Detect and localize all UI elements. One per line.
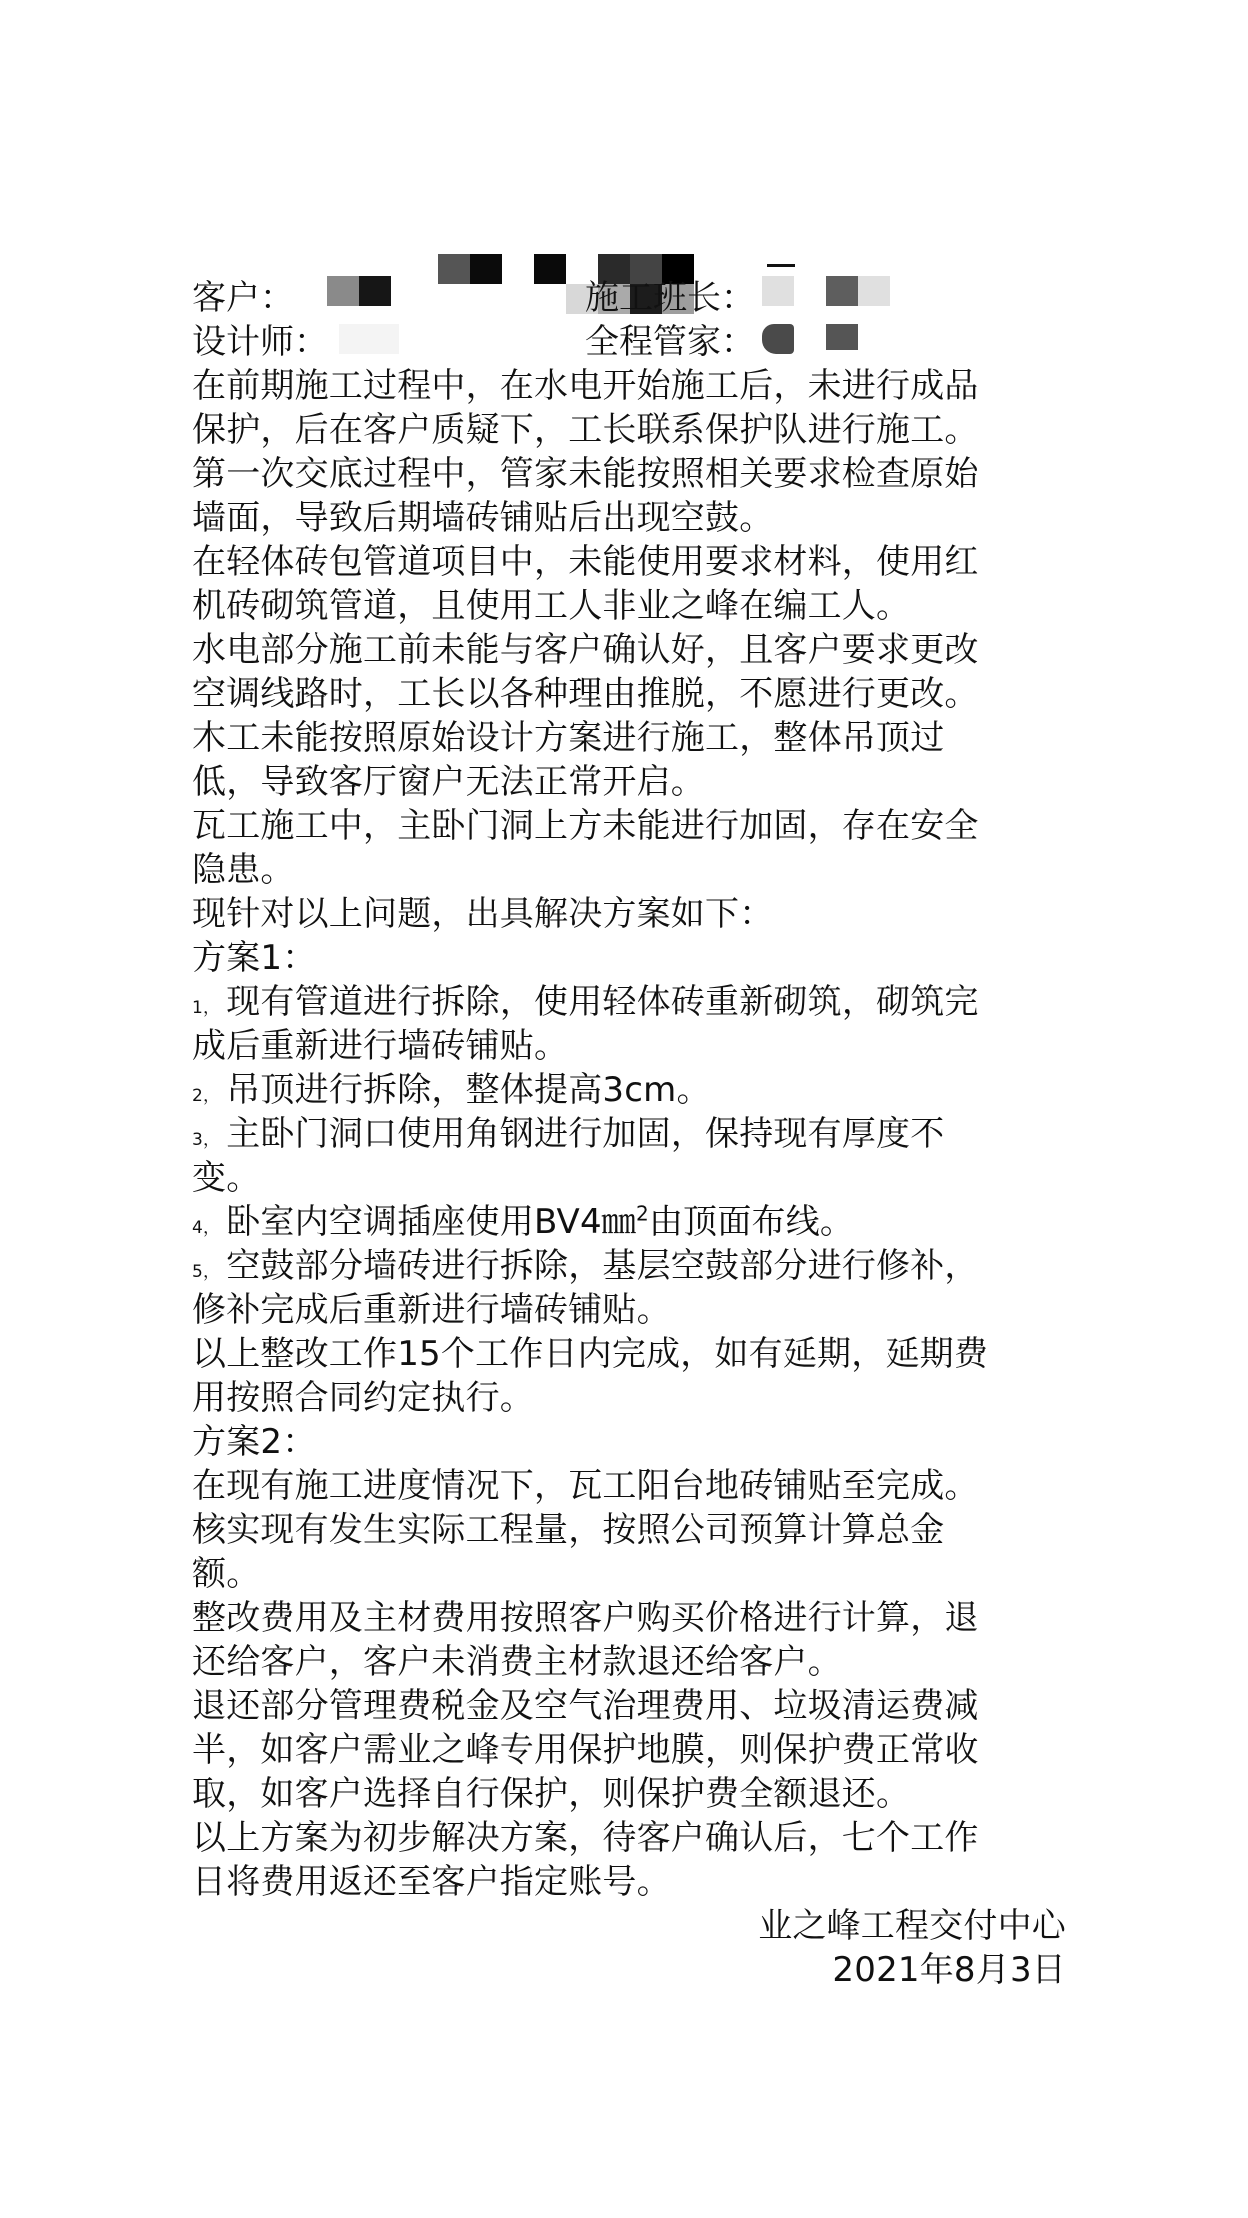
text-line: 在现有施工进度情况下，瓦工阳台地砖铺贴至完成。	[192, 1466, 979, 1506]
plan-1-deadline: 以上整改工作15个工作日内完成，如有延期，延期费	[192, 1334, 989, 1374]
signature-org: 业之峰工程交付中心	[758, 1906, 1066, 1946]
text-line: 取，如客户选择自行保护，则保护费全额退还。	[192, 1774, 911, 1814]
text-line: 在轻体砖包管道项目中，未能使用要求材料，使用红	[192, 542, 979, 582]
text-line: 瓦工施工中，主卧门洞上方未能进行加固，存在安全	[192, 806, 979, 846]
foreman-name-redacted	[766, 284, 906, 316]
plan-1-item: 5， 空鼓部分墙砖进行拆除，基层空鼓部分进行修补，	[192, 1246, 979, 1286]
plan-1-item: 1， 现有管道进行拆除，使用轻体砖重新砌筑，砌筑完	[192, 982, 979, 1022]
text-line: 以上方案为初步解决方案，待客户确认后，七个工作	[192, 1818, 979, 1858]
designer-name-redacted	[339, 328, 459, 360]
designer-label: 设计师：	[192, 322, 328, 362]
text-line: 隐患。	[192, 850, 295, 890]
redaction-mosaic	[192, 232, 1072, 276]
plan-1-item: 3， 主卧门洞口使用角钢进行加固，保持现有厚度不	[192, 1114, 945, 1154]
text-line: 整改费用及主材费用按照客户购买价格进行计算，退	[192, 1598, 979, 1638]
plan-1-item-cont: 变。	[192, 1158, 261, 1198]
text-line: 第一次交底过程中，管家未能按照相关要求检查原始	[192, 454, 979, 494]
foreman-label: 施工班长：	[585, 278, 755, 318]
plan-2-heading: 方案2：	[192, 1422, 317, 1462]
manager-name-redacted	[766, 328, 906, 360]
signature-block	[192, 1904, 1072, 1992]
text-line: 木工未能按照原始设计方案进行施工，整体吊顶过	[192, 718, 945, 758]
customer-label: 客户：	[192, 278, 294, 318]
text-line: 日将费用返还至客户指定账号。	[192, 1862, 671, 1902]
signature-date: 2021年8月3日	[832, 1950, 1066, 1990]
plan-1-item-cont: 修补完成后重新进行墙砖铺贴。	[192, 1290, 671, 1330]
text-line: 还给客户，客户未消费主材款退还给客户。	[192, 1642, 842, 1682]
text-line: 低，导致客厅窗户无法正常开启。	[192, 762, 705, 802]
text-line: 保护，后在客户质疑下，工长联系保护队进行施工。	[192, 410, 979, 450]
plan-1-item-cont: 成后重新进行墙砖铺贴。	[192, 1026, 569, 1066]
text-line: 核实现有发生实际工程量，按照公司预算计算总金	[192, 1510, 945, 1550]
text-line: 在前期施工过程中，在水电开始施工后，未进行成品	[192, 366, 979, 406]
plan-1-heading: 方案1：	[192, 938, 317, 978]
text-line: 额。	[192, 1554, 261, 1594]
issue-description	[192, 364, 1072, 936]
plan-1-section	[192, 936, 1072, 1420]
plan-1-deadline: 用按照合同约定执行。	[192, 1378, 534, 1418]
text-line: 空调线路时，工长以各种理由推脱，不愿进行更改。	[192, 674, 979, 714]
meta-row-designer	[192, 320, 1072, 364]
plan-1-item: 2， 吊顶进行拆除，整体提高3cm。	[192, 1070, 711, 1110]
text-line: 现针对以上问题，出具解决方案如下：	[192, 894, 774, 934]
customer-name-redacted	[305, 284, 425, 316]
plan-2-section	[192, 1420, 1072, 1904]
text-line: 墙面，导致后期墙砖铺贴后出现空鼓。	[192, 498, 774, 538]
meta-row-customer	[192, 276, 1072, 320]
document-body	[192, 232, 1072, 1992]
document-title-redacted	[192, 232, 1072, 276]
text-line: 机砖砌筑管道，且使用工人非业之峰在编工人。	[192, 586, 911, 626]
text-line: 半，如客户需业之峰专用保护地膜，则保护费正常收	[192, 1730, 979, 1770]
text-line: 水电部分施工前未能与客户确认好，且客户要求更改	[192, 630, 979, 670]
plan-1-item: 4， 卧室内空调插座使用BV4㎜$^2$由顶面布线。	[192, 1201, 855, 1242]
manager-label: 全程管家：	[585, 322, 755, 362]
text-line: 退还部分管理费税金及空气治理费用、垃圾清运费减	[192, 1686, 979, 1726]
